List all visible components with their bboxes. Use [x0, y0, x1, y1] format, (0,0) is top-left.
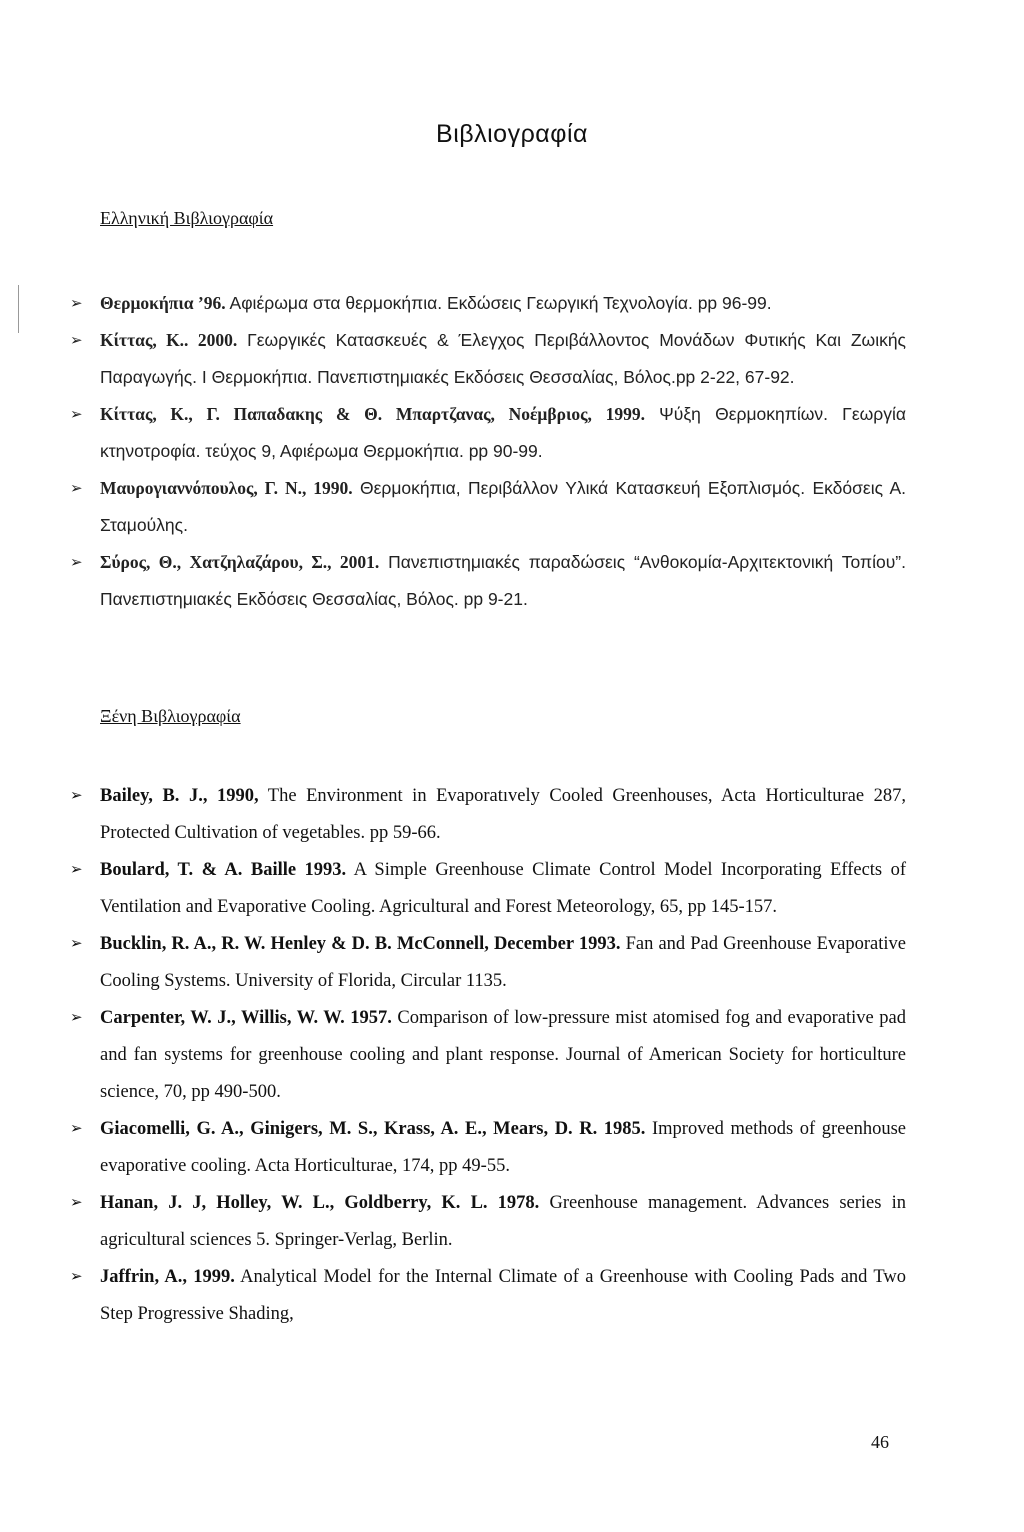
bibliography-entry	[70, 852, 906, 926]
foreign-bibliography-heading: Ξένη Βιβλιογραφία	[100, 706, 241, 726]
bibliography-entry	[70, 1000, 906, 1111]
entry-details: Comparison of low-pressure mist atomised fog and evaporative pad and fan systems for greenhouse cooling and plant response. Journal of American Society for horticulture science, 70, pp 490-500.	[100, 1008, 906, 1102]
arrow-bullet-icon: ➢	[70, 862, 83, 878]
foreign-bibliography-list	[70, 778, 906, 1333]
entry-details: Πανεπιστημιακές παραδώσεις “Ανθοκομία-Αρχιτεκτονική Τοπίου”. Πανεπιστημιακές Εκδόσεις Θεσσαλίας, Βόλος. pp 9-21.	[100, 552, 906, 609]
arrow-bullet-icon: ➢	[70, 406, 83, 423]
arrow-bullet-icon: ➢	[70, 480, 83, 497]
arrow-bullet-icon: ➢	[70, 936, 83, 952]
entry-authors: Μαυρογιαννόπουλος, Γ. Ν., 1990.	[100, 478, 353, 498]
arrow-bullet-icon: ➢	[70, 1269, 83, 1285]
entry-authors: Carpenter, W. J., Willis, W. W. 1957.	[100, 1008, 392, 1028]
bibliography-entry	[70, 396, 906, 470]
entry-details: Analytical Model for the Internal Climate of a Greenhouse with Cooling Pads and Two Step Progressive Shading,	[100, 1267, 906, 1324]
entry-authors: Θερμοκήπια ’96.	[100, 293, 226, 313]
entry-details: A Simple Greenhouse Climate Control Model Incorporating Effects of Ventilation and Evaporative Cooling. Agricultural and Forest Meteorology, 65, pp 145-157.	[100, 860, 906, 917]
arrow-bullet-icon: ➢	[70, 788, 83, 804]
bibliography-entry	[70, 926, 906, 1000]
greek-bibliography-list	[70, 285, 906, 618]
arrow-bullet-icon: ➢	[70, 1195, 83, 1211]
entry-authors: Κίττας, Κ., Γ. Παπαδακης & Θ. Μπαρτζανας, Νοέμβριος, 1999.	[100, 404, 645, 424]
bibliography-entry	[70, 285, 906, 322]
arrow-bullet-icon: ➢	[70, 1010, 83, 1026]
entry-authors: Κίττας, Κ.. 2000.	[100, 330, 238, 350]
entry-authors: Hanan, J. J, Holley, W. L., Goldberry, K. L. 1978.	[100, 1193, 540, 1213]
greek-bibliography-heading: Ελληνική Βιβλιογραφία	[100, 208, 274, 228]
entry-authors: Boulard, T. & A. Baille 1993.	[100, 860, 347, 880]
entry-details: Fan and Pad Greenhouse Evaporative Cooling Systems. University of Florida, Circular 1135.	[100, 934, 906, 991]
arrow-bullet-icon: ➢	[70, 295, 83, 312]
entry-details: Improved methods of greenhouse evaporative cooling. Acta Horticulturae, 174, pp 49-55.	[100, 1119, 906, 1176]
bibliography-entry	[70, 778, 906, 852]
entry-details: Γεωργικές Κατασκευές & Έλεγχος Περιβάλλοντος Μονάδων Φυτικής Και Ζωικής Παραγωγής. Ι Θερμοκήπια. Πανεπιστημιακές Εκδόσεις Θεσσαλίας, Βόλος.pp 2-22, 67-92.	[100, 330, 906, 387]
scan-edge-line	[18, 285, 19, 333]
arrow-bullet-icon: ➢	[70, 1121, 83, 1137]
arrow-bullet-icon: ➢	[70, 554, 83, 571]
page-title: Βιβλιογραφία	[436, 120, 588, 148]
bibliography-entry	[70, 322, 906, 396]
page-number: 46	[871, 1432, 889, 1452]
entry-details: Θερμοκήπια, Περιβάλλον Υλικά Κατασκευή Εξοπλισμός. Εκδόσεις Α. Σταμούλης.	[100, 478, 906, 535]
entry-authors: Bucklin, R. A., R. W. Henley & D. B. McConnell, December 1993.	[100, 934, 621, 954]
entry-details: Αφιέρωμα στα θερμοκήπια. Εκδώσεις Γεωργική Τεχνολογία. pp 96-99.	[225, 293, 772, 313]
bibliography-entry	[70, 1111, 906, 1185]
entry-authors: Jaffrin, A., 1999.	[100, 1267, 235, 1287]
entry-authors: Σύρος, Θ., Χατζηλαζάρου, Σ., 2001.	[100, 552, 380, 572]
bibliography-entry	[70, 1185, 906, 1259]
arrow-bullet-icon: ➢	[70, 332, 83, 349]
entry-details: Greenhouse management. Advances series in agricultural sciences 5. Springer-Verlag, Berlin.	[100, 1193, 906, 1250]
entry-authors: Giacomelli, G. A., Ginigers, M. S., Krass, A. E., Mears, D. R. 1985.	[100, 1119, 646, 1139]
entry-authors: Bailey, B. J., 1990,	[100, 786, 259, 806]
bibliography-entry	[70, 470, 906, 544]
bibliography-entry	[70, 1259, 906, 1333]
bibliography-entry	[70, 544, 906, 618]
entry-details: The Environment in Evaporatıvely Cooled Greenhouses, Acta Horticulturae 287, Protected Cultivation of vegetables. pp 59-66.	[100, 786, 906, 843]
entry-details: Ψύξη Θερμοκηπίων. Γεωργία κτηνοτροφία. τεύχος 9, Αφιέρωμα Θερμοκήπια. pp 90-99.	[100, 404, 906, 461]
